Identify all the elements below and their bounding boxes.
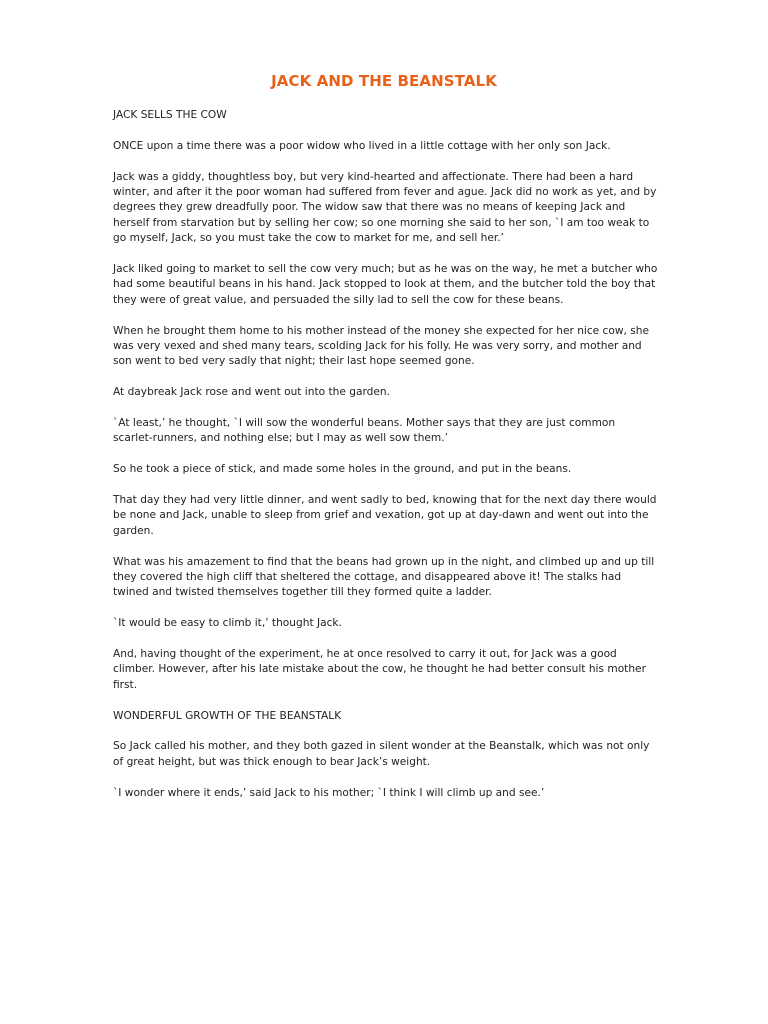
paragraph: At daybreak Jack rose and went out into the garden. [113, 386, 390, 399]
paragraph: So he took a piece of stick, and made some holes in the ground, and put in the beans. [113, 463, 572, 476]
section-heading: JACK SELLS THE COW [113, 109, 227, 121]
paragraph: Jack liked going to market to sell the cow very much; but as he was on the way, he met a butcher who had some beautiful beans in his hand. Jack stopped to look at them, and the butcher told the boy that they were of great value, and persuaded the silly lad to sell the cow for these beans. [113, 263, 658, 306]
paragraph: ONCE upon a time there was a poor widow who lived in a little cottage with her only son Jack. [113, 139, 611, 152]
paragraph: `It would be easy to climb it,’ thought Jack. [113, 617, 342, 630]
document-title: JACK AND THE BEANSTALK [271, 72, 497, 90]
paragraph: And, having thought of the experiment, he at once resolved to carry it out, for Jack was a good climber. However, after his late mistake about the cow, he thought he had better consult his mother first. [113, 648, 646, 691]
paragraph: What was his amazement to find that the beans had grown up in the night, and climbed up and up till they covered the high cliff that sheltered the cottage, and disappeared above it! The stalks had twined and twisted themselves together till they formed quite a ladder. [113, 555, 655, 599]
paragraph: `I wonder where it ends,’ said Jack to his mother; `I think I will climb up and see.’ [113, 786, 545, 799]
section-heading: WONDERFUL GROWTH OF THE BEANSTALK [113, 709, 342, 722]
paragraph: So Jack called his mother, and they both gazed in silent wonder at the Beanstalk, which was not only of great height, but was thick enough to bear Jack’s weight. [113, 740, 650, 768]
paragraph: That day they had very little dinner, and went sadly to bed, knowing that for the next day there would be none and Jack, unable to sleep from grief and vexation, got up at day-dawn and went out into the garden. [113, 494, 657, 537]
paragraph: `At least,’ he thought, `I will sow the wonderful beans. Mother says that they are just common scarlet-runners, and nothing else; but I may as well sow them.’ [113, 417, 616, 445]
document-body [113, 108, 658, 816]
paragraph: When he brought them home to his mother instead of the money she expected for her nice cow, she was very vexed and shed many tears, scolding Jack for his folly. He was very sorry, and mother and son went to bed very sadly that night; their last hope seemed gone. [113, 324, 650, 368]
paragraph: Jack was a giddy, thoughtless boy, but very kind-hearted and affectionate. There had been a hard winter, and after it the poor woman had suffered from fever and ague. Jack did no work as yet, and by degrees they grew dreadfully poor. The widow saw that there was no means of keeping Jack and herself from starvation but by selling her cow; so one morning she said to her son, `I am too weak to go myself, Jack, so you must take the cow to market for me, and sell her.’ [113, 170, 657, 245]
